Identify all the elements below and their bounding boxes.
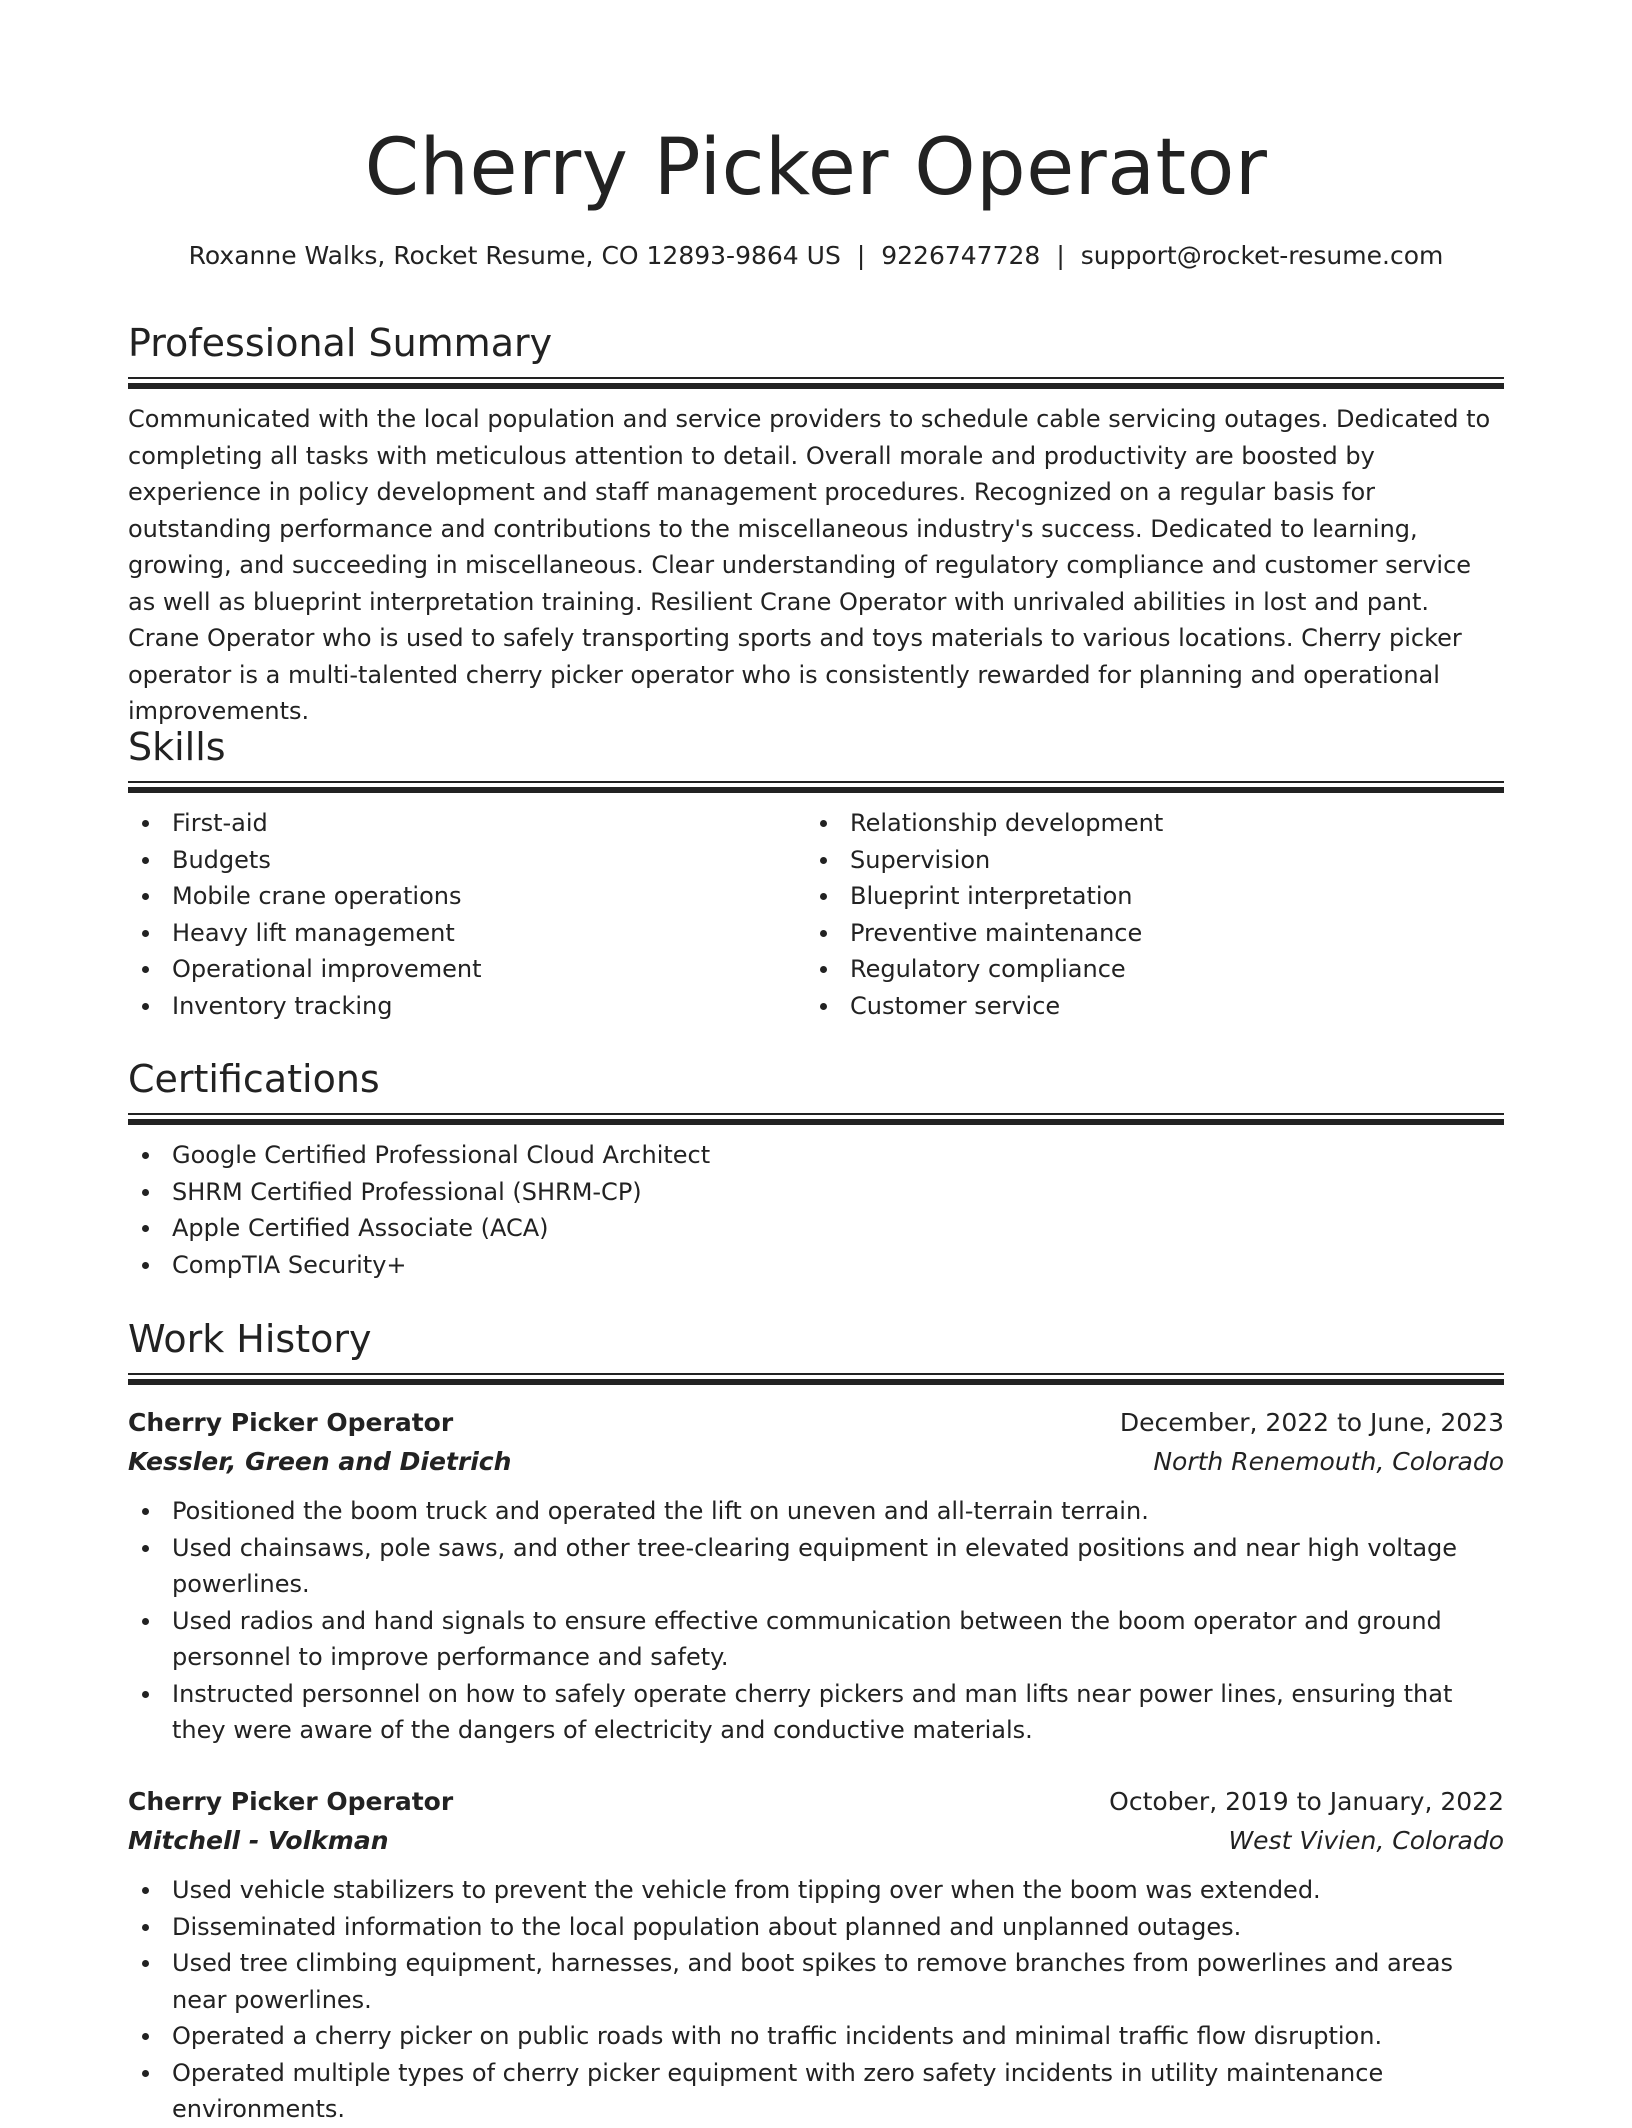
section-title-skills: Skills	[128, 725, 226, 769]
skill-item: Relationship development	[806, 805, 1484, 842]
job-bullet: Operated multiple types of cherry picker equipment with zero safety incidents in utility maintenance environments.	[128, 2055, 1504, 2128]
skills-section	[128, 721, 1504, 1024]
skill-item: Heavy lift management	[128, 915, 806, 952]
job-header	[128, 1403, 1504, 1442]
job-location: West Vivien, Colorado	[1228, 1826, 1504, 1855]
skill-item: Supervision	[806, 842, 1484, 879]
skills-list-left	[128, 805, 806, 1024]
job-bullets	[128, 1872, 1504, 2128]
skills-column-left	[128, 805, 806, 1024]
job-company: Kessler, Green and Dietrich	[128, 1447, 512, 1476]
skill-item: Preventive maintenance	[806, 915, 1484, 952]
job-bullet: Disseminated information to the local population about planned and unplanned outages.	[128, 1909, 1504, 1946]
job-bullet: Operated a cherry picker on public roads with no traffic incidents and minimal traffic flow disruption.	[128, 2018, 1504, 2055]
skills-columns	[128, 805, 1504, 1024]
job-bullet: Positioned the boom truck and operated the lift on uneven and all-terrain terrain.	[128, 1493, 1504, 1530]
skills-list-right	[806, 805, 1484, 1024]
job-role: Cherry Picker Operator	[128, 1408, 454, 1437]
section-divider	[128, 1373, 1504, 1387]
skill-item: First-aid	[128, 805, 806, 842]
resume-title: Cherry Picker Operator	[364, 123, 1268, 213]
certifications-section	[128, 1053, 1504, 1283]
job-entry	[128, 1782, 1504, 2128]
section-title-work-history: Work History	[128, 1317, 372, 1361]
job-location: North Renemouth, Colorado	[1153, 1447, 1504, 1476]
skill-item: Regulatory compliance	[806, 951, 1484, 988]
contact-line	[128, 238, 1504, 274]
job-dates: October, 2019 to January, 2022	[1109, 1787, 1504, 1816]
job-bullets	[128, 1493, 1504, 1749]
summary-text: Communicated with the local population and service providers to schedule cable servicing outages. Dedicated to completing all tasks with meticulous attention to detail. Overall morale and productivity are boosted by experience in policy development and staff management procedures. Recognized on a regular basis for outstanding performance and contributions to the miscellaneous industry's success. Dedicated to learning, growing, and succeeding in miscellaneous. Clear understanding of regulatory compliance and customer service as well as blueprint interpretation training. Resilient Crane Operator with unrivaled abilities in lost and pant. Crane Operator who is used to safely transporting sports and toys materials to various locations. Cherry picker operator is a multi-talented cherry picker operator who is consistently rewarded for planning and operational improvements.	[128, 405, 1491, 725]
certification-item: CompTIA Security+	[128, 1247, 1504, 1284]
job-company: Mitchell - Volkman	[128, 1826, 389, 1855]
skills-column-right	[806, 805, 1484, 1024]
job-role: Cherry Picker Operator	[128, 1787, 454, 1816]
job-bullet: Instructed personnel on how to safely operate cherry pickers and man lifts near power lines, ensuring that they were aware of the dangers of electricity and conductive materials.	[128, 1676, 1504, 1749]
job-entry	[128, 1403, 1504, 1749]
section-title-certifications: Certifications	[128, 1057, 380, 1101]
contact-separator: |	[1056, 241, 1065, 270]
job-bullet: Used tree climbing equipment, harnesses, and boot spikes to remove branches from powerlines and areas near powerlines.	[128, 1945, 1504, 2018]
contact-phone: 9226747728	[881, 241, 1041, 270]
job-bullet: Used vehicle stabilizers to prevent the vehicle from tipping over when the boom was extended.	[128, 1872, 1504, 1909]
skill-item: Customer service	[806, 988, 1484, 1025]
certification-item: Apple Certified Associate (ACA)	[128, 1210, 1504, 1247]
skill-item: Operational improvement	[128, 951, 806, 988]
certification-item: Google Certified Professional Cloud Architect	[128, 1137, 1504, 1174]
contact-separator: |	[856, 241, 866, 270]
contact-address: Roxanne Walks, Rocket Resume, CO 12893-9864 US	[188, 241, 841, 270]
certifications-list	[128, 1137, 1504, 1283]
skill-item: Inventory tracking	[128, 988, 806, 1025]
job-bullet: Used chainsaws, pole saws, and other tree-clearing equipment in elevated positions and near high voltage powerlines.	[128, 1530, 1504, 1603]
skill-item: Budgets	[128, 842, 806, 879]
job-bullet: Used radios and hand signals to ensure effective communication between the boom operator and ground personnel to improve performance and safety.	[128, 1603, 1504, 1676]
section-divider	[128, 1113, 1504, 1127]
section-title-summary: Professional Summary	[128, 321, 553, 365]
skill-item: Mobile crane operations	[128, 878, 806, 915]
skill-item: Blueprint interpretation	[806, 878, 1484, 915]
job-subheader	[128, 1442, 1504, 1481]
certification-item: SHRM Certified Professional (SHRM-CP)	[128, 1174, 1504, 1211]
job-subheader	[128, 1821, 1504, 1860]
work-history-section	[128, 1313, 1504, 1387]
job-dates: December, 2022 to June, 2023	[1119, 1408, 1504, 1437]
section-divider	[128, 781, 1504, 795]
contact-email[interactable]: support@rocket-resume.com	[1080, 241, 1444, 270]
summary-section	[128, 317, 1504, 730]
section-divider	[128, 377, 1504, 391]
job-header	[128, 1782, 1504, 1821]
